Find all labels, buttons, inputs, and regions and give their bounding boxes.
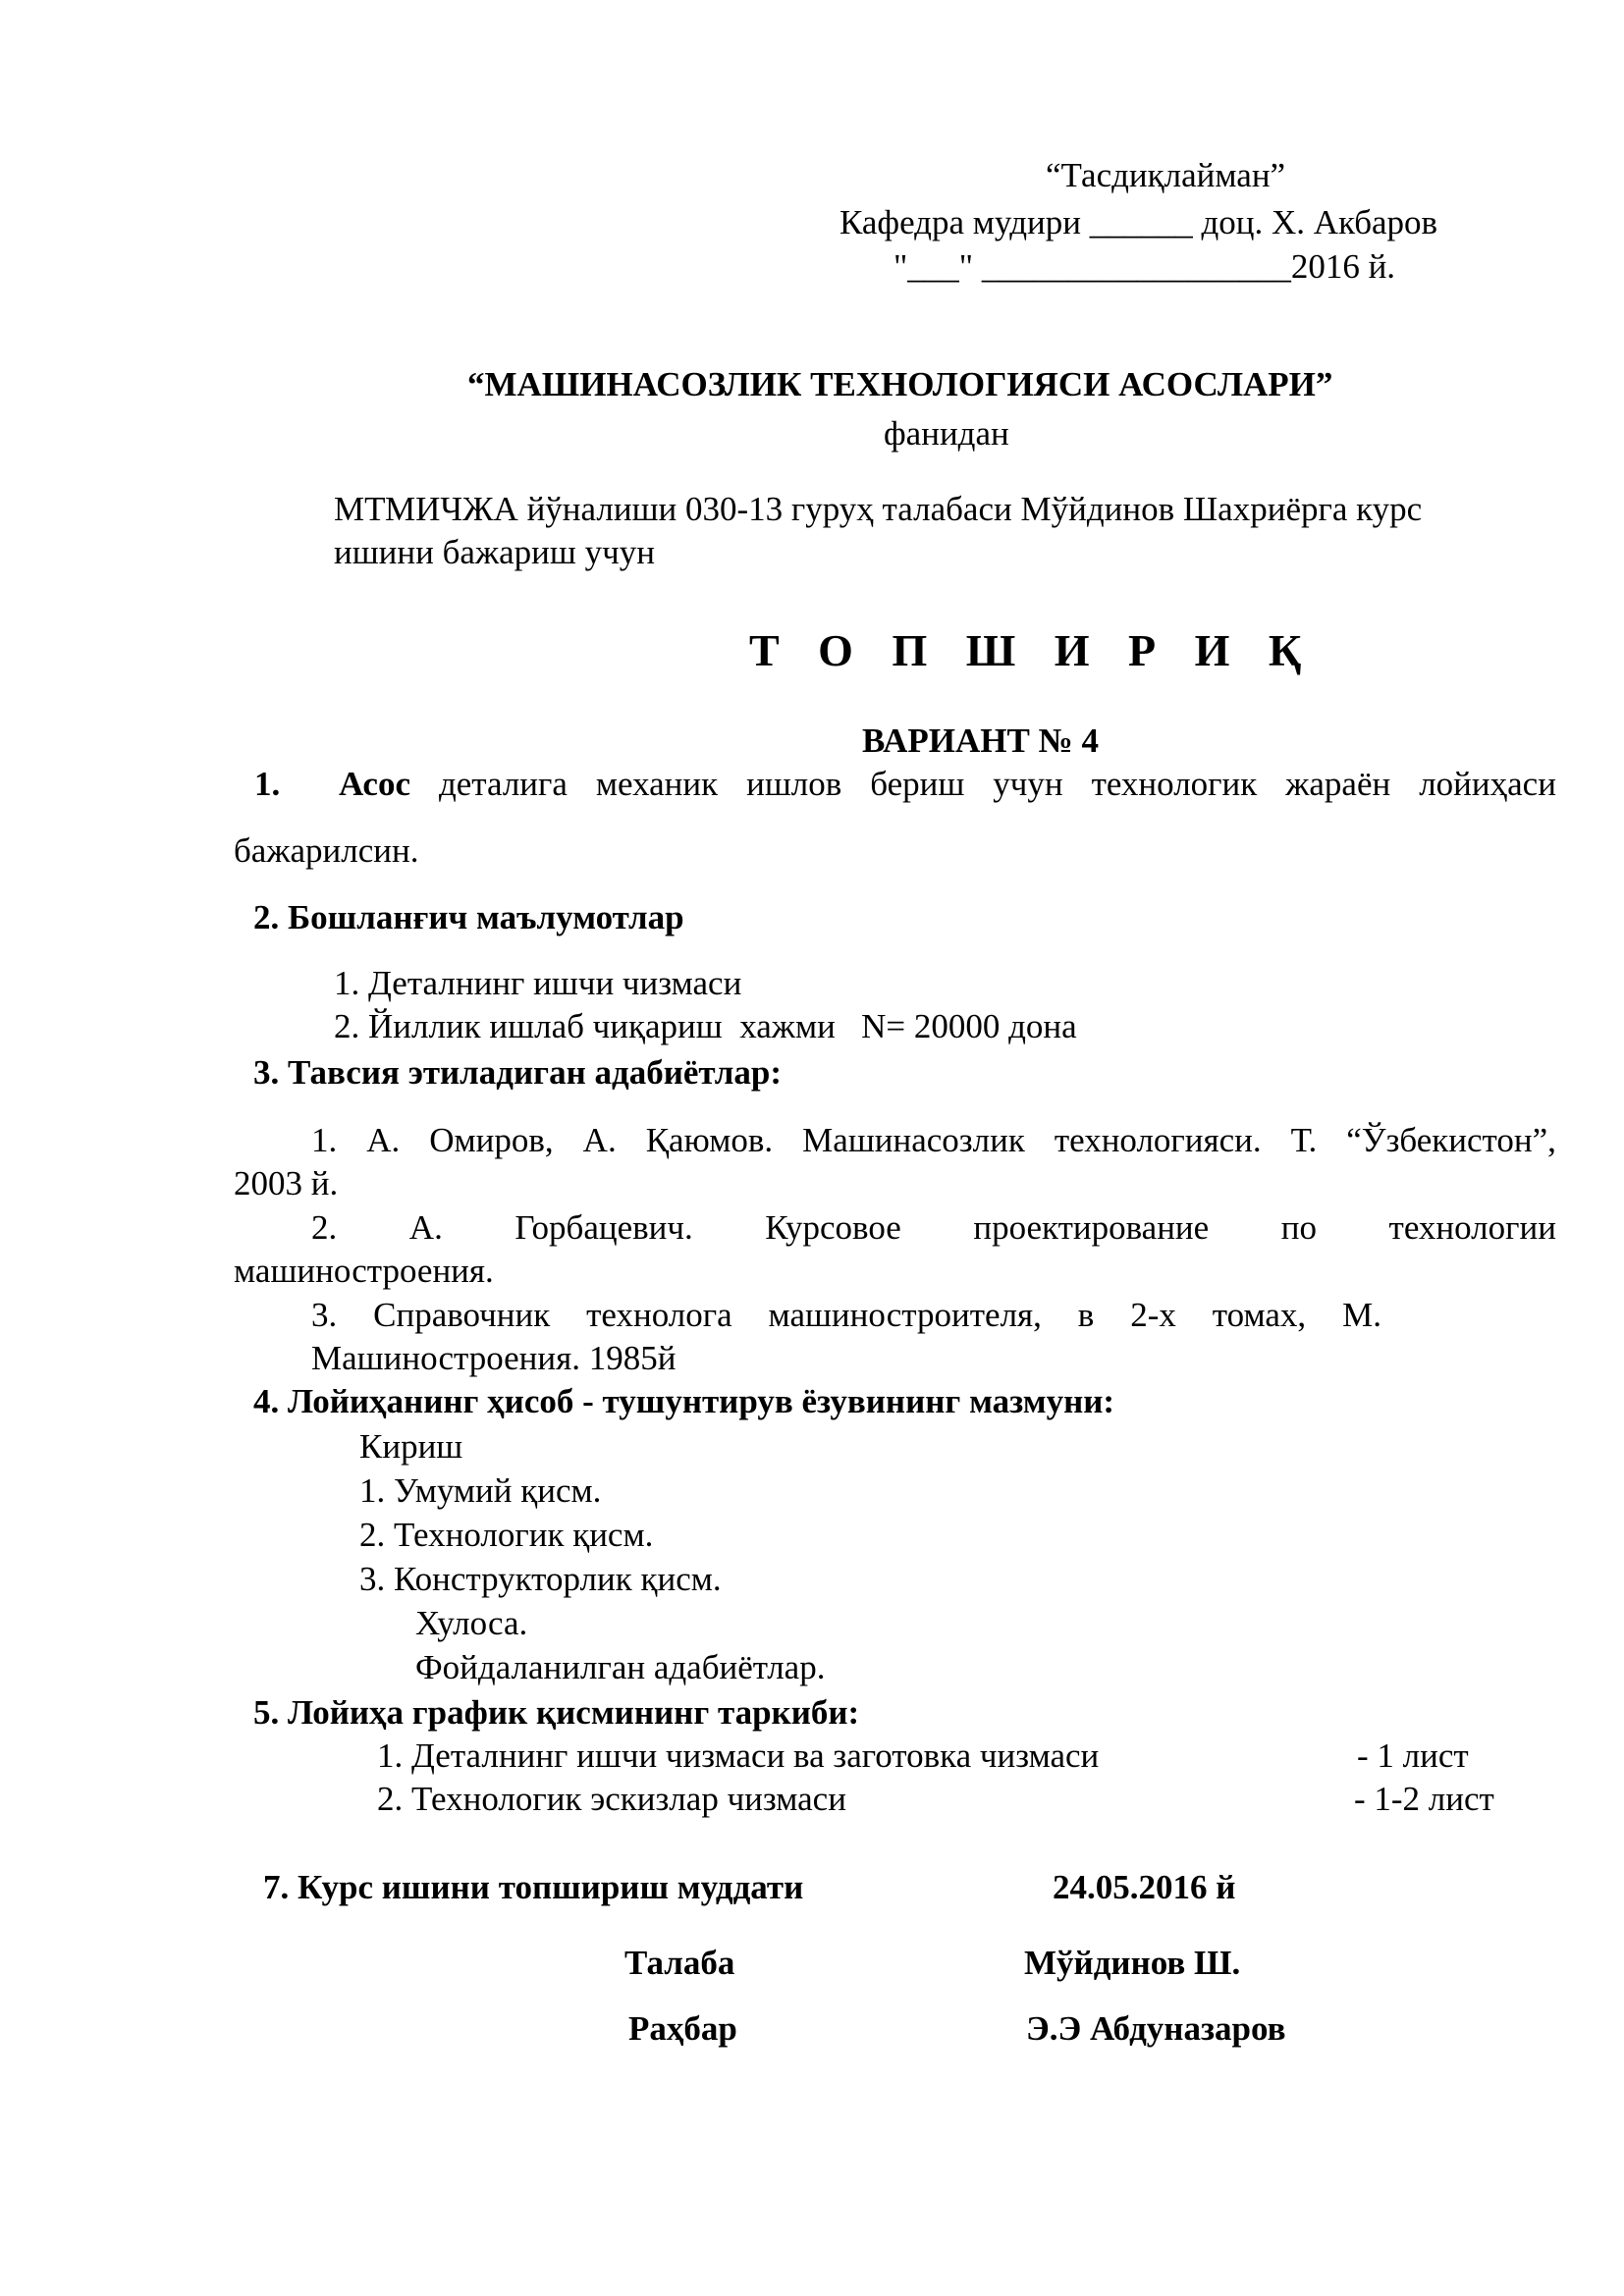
- ref2-line-word: Горбацевич.: [514, 1208, 693, 1247]
- section4-item-3: 3. Конструкторлик қисм.: [359, 1560, 722, 1598]
- ref3-line-word: Справочник: [373, 1296, 551, 1334]
- ref3-line-word: технолога: [586, 1296, 732, 1334]
- section7-date: 24.05.2016 й: [1053, 1868, 1236, 1906]
- section4-item-conclusion: Хулоса.: [415, 1604, 528, 1642]
- section2-item-1: 1. Деталнинг ишчи чизмаси: [334, 964, 742, 1002]
- reference-1-line1: [311, 1119, 1556, 1162]
- document-title: Т О П Ш И Р И Қ: [749, 625, 1316, 675]
- reference-3-line1: [311, 1294, 1381, 1337]
- ref1-line-word: Қаюмов.: [645, 1121, 774, 1159]
- ref2-line-word: А.: [408, 1208, 443, 1247]
- section1-line1: [339, 763, 1556, 806]
- s1-line-word: деталига: [438, 765, 568, 803]
- ref1-line-word: 1.: [311, 1121, 338, 1159]
- ref2-line-word: по: [1280, 1208, 1317, 1247]
- section2-heading: 2. Бошланғич маълумотлар: [253, 898, 684, 936]
- section7-label: 7. Курс ишини топшириш муддати: [263, 1868, 804, 1906]
- s1-line-word: лойиҳаси: [1419, 765, 1556, 803]
- approval-head-line: Кафедра мудири ______ доц. Х. Акбаров: [839, 203, 1438, 241]
- student-line-1: МТМИЧЖА йўналиши 030-13 гуруҳ талабаси Мўйдинов Шахриёрга курс: [334, 490, 1423, 528]
- subject-suffix: фанидан: [884, 414, 1009, 453]
- s1-line-word: ишлов: [746, 765, 842, 803]
- approval-date-line: "___" __________________2016 й.: [893, 247, 1396, 286]
- ref1-line-word: “Ўзбекистон”,: [1346, 1121, 1556, 1159]
- ref3-line-word: 2-х: [1130, 1296, 1176, 1334]
- section5-heading: 5. Лойиҳа график қисмининг таркиби:: [253, 1693, 860, 1732]
- section5-row-1-sheets: - 1 лист: [1357, 1736, 1469, 1775]
- subject-name: “МАШИНАСОЗЛИК ТЕХНОЛОГИЯСИ АСОСЛАРИ”: [467, 365, 1333, 403]
- ref1-line-word: А.: [582, 1121, 617, 1159]
- ref3-line-word: в: [1077, 1296, 1095, 1334]
- section4-heading: 4. Лойиҳанинг ҳисоб - тушунтирув ёзувининг мазмуни:: [253, 1382, 1115, 1420]
- student-name: Мўйдинов Ш.: [1024, 1944, 1241, 1982]
- student-line-2: ишини бажариш учун: [334, 533, 655, 571]
- ref2-line-word: 2.: [311, 1208, 338, 1247]
- s1-line-word: учун: [993, 765, 1063, 803]
- s1-line-word: бериш: [870, 765, 965, 803]
- ref1-line-word: Т.: [1290, 1121, 1318, 1159]
- section1-line2: бажарилсин.: [234, 831, 419, 870]
- section4-item-1: 1. Умумий қисм.: [359, 1471, 602, 1510]
- reference-1-line2: 2003 й.: [234, 1164, 339, 1202]
- ref3-line-word: 3.: [311, 1296, 338, 1334]
- section4-item-intro: Кириш: [359, 1427, 463, 1466]
- ref3-line-word: томах,: [1212, 1296, 1307, 1334]
- s1-line-word: Асос: [339, 765, 410, 803]
- section5-row-1-label: 1. Деталнинг ишчи чизмаси ва заготовка чизмаси: [377, 1736, 1100, 1775]
- section5-row-2-label: 2. Технологик эскизлар чизмаси: [377, 1780, 846, 1818]
- supervisor-name: Э.Э Абдуназаров: [1026, 2009, 1286, 2048]
- ref3-line-word: М.: [1342, 1296, 1381, 1334]
- ref2-line-word: проектирование: [973, 1208, 1210, 1247]
- section2-item-2: 2. Йиллик ишлаб чиқариш хажми N= 20000 дона: [334, 1007, 1077, 1045]
- ref3-line-word: машиностроителя,: [768, 1296, 1042, 1334]
- section3-heading: 3. Тавсия этиладиган адабиётлар:: [253, 1053, 782, 1092]
- approval-title: “Тасдиқлайман”: [1046, 156, 1286, 194]
- supervisor-role: Раҳбар: [628, 2009, 737, 2048]
- s1-line-word: механик: [595, 765, 719, 803]
- reference-2-line2: машиностроения.: [234, 1252, 494, 1290]
- ref1-line-word: технологияси.: [1054, 1121, 1262, 1159]
- ref1-line-word: Омиров,: [429, 1121, 554, 1159]
- reference-2-line1: [311, 1206, 1556, 1250]
- ref1-line-word: Машинасозлик: [802, 1121, 1025, 1159]
- section5-row-2-sheets: - 1-2 лист: [1354, 1780, 1494, 1818]
- ref2-line-word: Курсовое: [765, 1208, 901, 1247]
- variant-label: ВАРИАНТ № 4: [862, 721, 1100, 760]
- reference-3-line2: Машиностроения. 1985й: [311, 1339, 677, 1377]
- section1-number: 1.: [254, 765, 281, 803]
- student-role: Талаба: [624, 1944, 735, 1982]
- section4-item-2: 2. Технологик қисм.: [359, 1516, 654, 1554]
- s1-line-word: жараён: [1285, 765, 1391, 803]
- ref1-line-word: А.: [366, 1121, 401, 1159]
- s1-line-word: технологик: [1091, 765, 1258, 803]
- ref2-line-word: технологии: [1388, 1208, 1556, 1247]
- section4-item-literature: Фойдаланилган адабиётлар.: [415, 1648, 826, 1686]
